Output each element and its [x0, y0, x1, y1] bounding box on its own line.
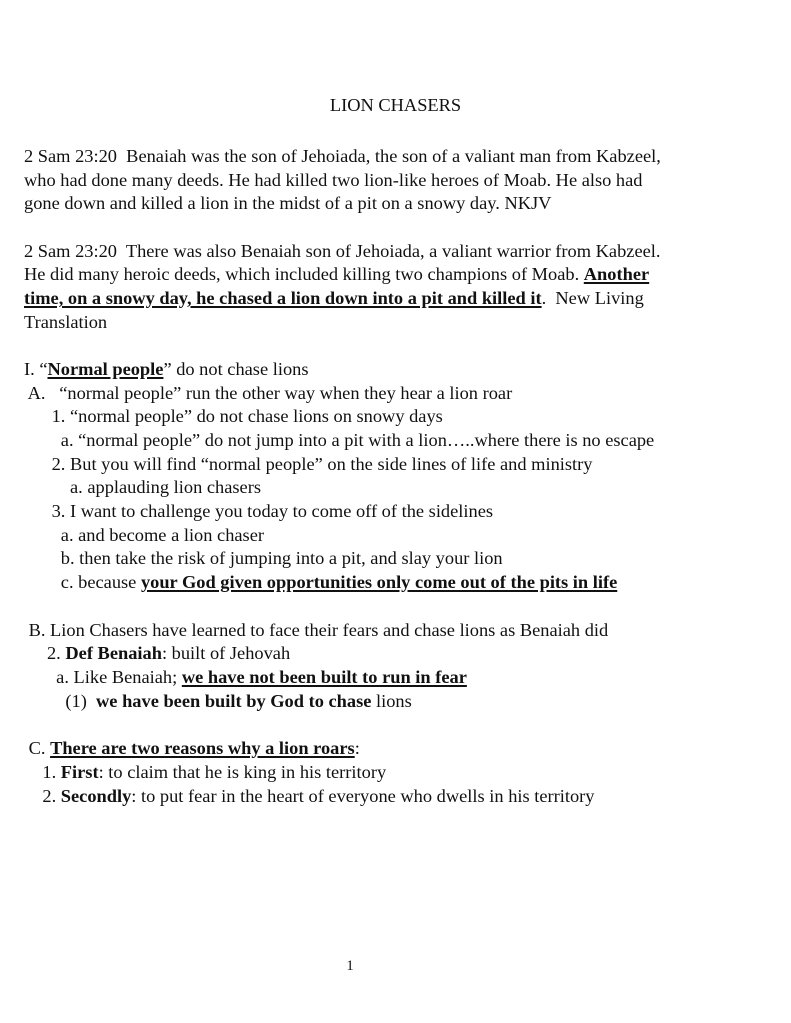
outline-A3b: b. then take the risk of jumping into a pit, and slay your lion — [24, 548, 503, 568]
nlt-line-1: 2 Sam 23:20 There was also Benaiah son of Jehoiada, a valiant warrior from Kabzeel. — [24, 241, 661, 261]
outline-C1: 1. First: to claim that he is king in his territory — [24, 762, 387, 782]
outline-A1: 1. “normal people” do not chase lions on snowy days — [24, 406, 443, 426]
nkjv-line-3: gone down and killed a lion in the midst of a pit on a snowy day. NKJV — [24, 193, 552, 213]
outline-A3c: c. because your God given opportunities only come out of the pits in life — [24, 572, 618, 592]
nlt-line-2: He did many heroic deeds, which included killing two champions of Moab. Another — [24, 264, 650, 284]
page-number: 1 — [346, 958, 354, 974]
nkjv-line-1: 2 Sam 23:20 Benaiah was the son of Jehoiada, the son of a valiant man from Kabzeel, — [24, 146, 661, 166]
outline-A2a: a. applauding lion chasers — [24, 477, 261, 497]
outline-C2: 2. Secondly: to put fear in the heart of everyone who dwells in his territory — [24, 786, 595, 806]
outline-B2a: a. Like Benaiah; we have not been built to run in fear — [24, 667, 467, 687]
outline-A2: 2. But you will find “normal people” on the side lines of life and ministry — [24, 454, 593, 474]
outline-A: A. “normal people” run the other way when they hear a lion roar — [24, 383, 513, 403]
outline-A3a: a. and become a lion chaser — [24, 525, 265, 545]
outline-I: I. “Normal people” do not chase lions — [24, 359, 309, 379]
nlt-emphasis-end: time, on a snowy day, he chased a lion down into a pit and killed it — [24, 288, 542, 308]
page-title: LION CHASERS — [329, 95, 462, 115]
nlt-line-4: Translation — [24, 312, 108, 332]
nlt-emphasis-start: Another — [583, 264, 650, 284]
outline-B2a1: (1) we have been built by God to chase lions — [24, 691, 412, 711]
outline-A3: 3. I want to challenge you today to come off of the sidelines — [24, 501, 494, 521]
outline-C: C. There are two reasons why a lion roars: — [24, 738, 360, 758]
outline-B2: 2. Def Benaiah: built of Jehovah — [24, 643, 291, 663]
outline-A1a: a. “normal people” do not jump into a pit with a lion…..where there is no escape — [24, 430, 655, 450]
outline-B: B. Lion Chasers have learned to face their fears and chase lions as Benaiah did — [24, 620, 609, 640]
nkjv-line-2: who had done many deeds. He had killed two lion-like heroes of Moab. He also had — [24, 170, 643, 190]
nlt-line-3: time, on a snowy day, he chased a lion down into a pit and killed it. New Living — [24, 288, 644, 308]
